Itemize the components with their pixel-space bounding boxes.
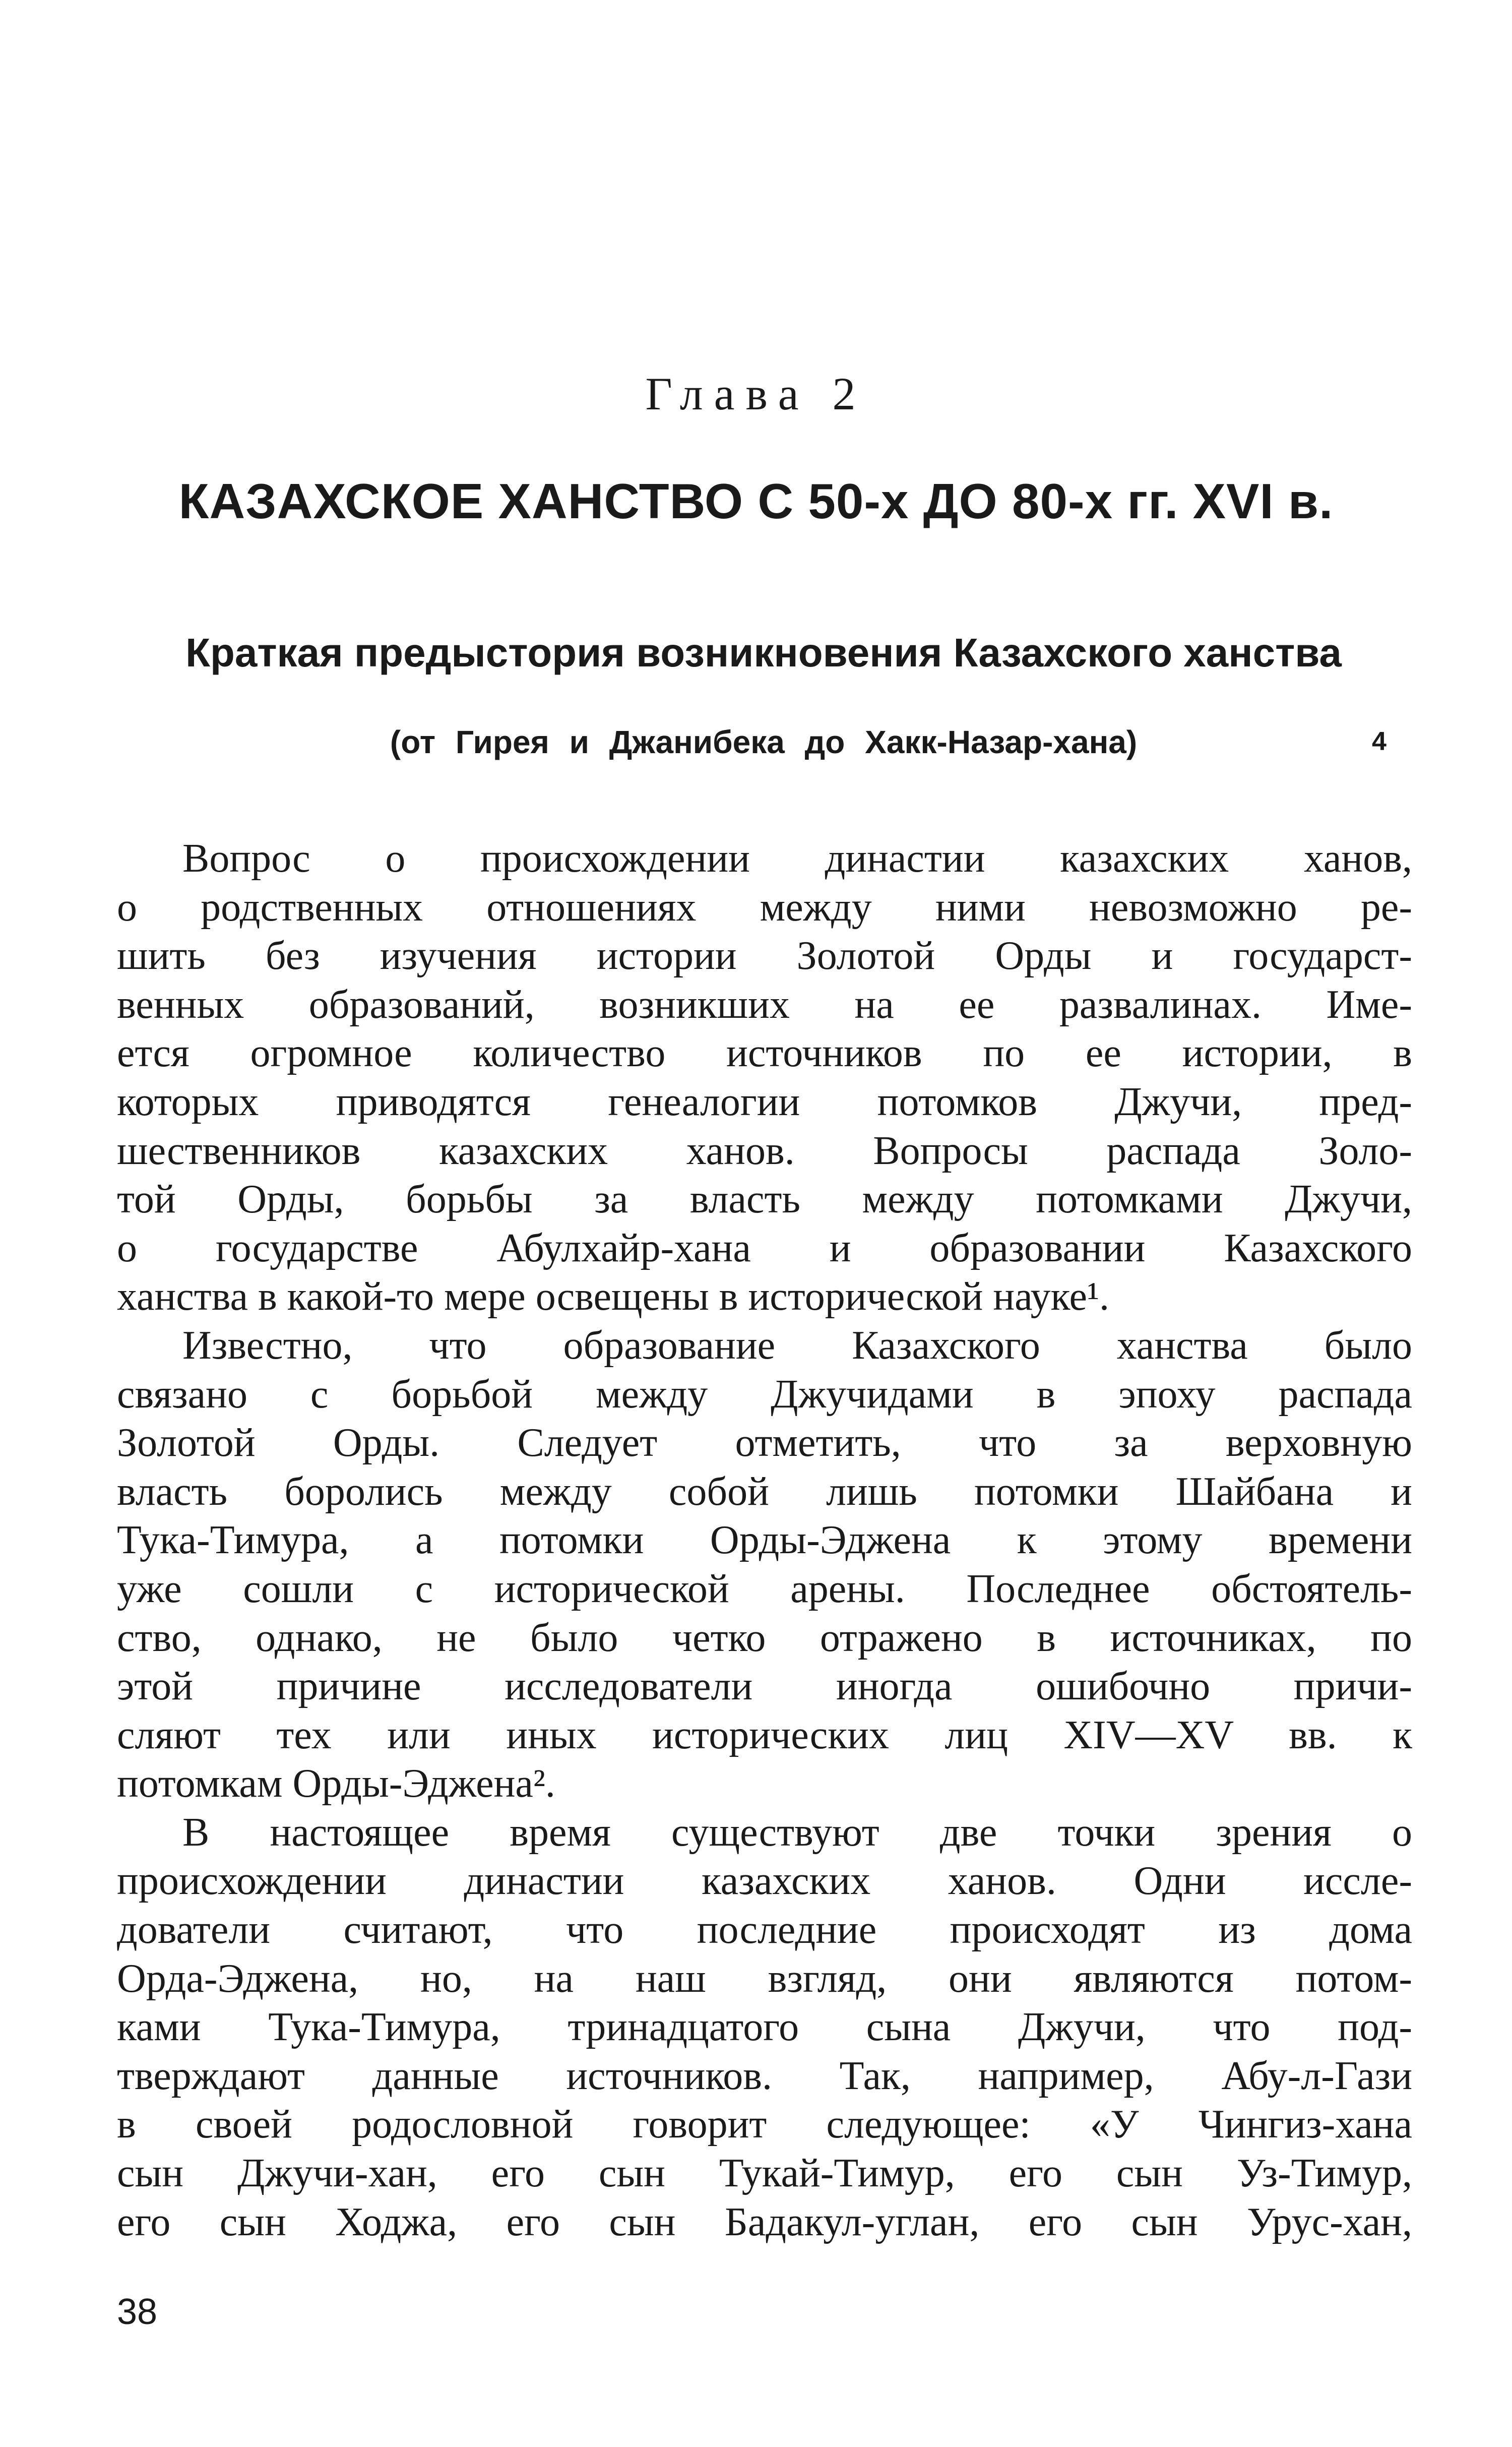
text-line: Тука-Тимура, а потомки Орды-Эджена к этому времени <box>117 1518 1412 1563</box>
text-line: в своей родословной говорит следующее: «У Чингиз-хана <box>117 2102 1412 2147</box>
text-line: ется огромное количество источников по ее истории, в <box>117 1031 1412 1076</box>
text-line: о государстве Абулхайр-хана и образовании Казахского <box>117 1226 1412 1270</box>
text-line: дователи считают, что последние происходят из дома <box>117 1908 1412 1952</box>
text-line: той Орды, борьбы за власть между потомками Джучи, <box>117 1177 1412 1222</box>
text-line: о родственных отношениях между ними невозможно ре- <box>117 885 1412 930</box>
chapter-label: Глава 2 <box>645 368 867 419</box>
text-line: ство, однако, не было четко отражено в источниках, по <box>117 1615 1412 1660</box>
text-line: Вопрос о происхождении династии казахских ханов, <box>182 836 1412 881</box>
text-line: потомкам Орды-Эджена². <box>117 1761 555 1806</box>
text-line: шить без изучения истории Золотой Орды и государст- <box>117 934 1412 978</box>
text-line: Известно, что образование Казахского ханства было <box>182 1323 1412 1368</box>
text-line: ханства в какой-то мере освещены в исторической науке¹. <box>117 1274 1109 1319</box>
text-line: тверждают данные источников. Так, например, Абу-л-Гази <box>117 2053 1412 2098</box>
text-line: связано с борьбой между Джучидами в эпоху распада <box>117 1372 1412 1417</box>
text-line: его сын Ходжа, его сын Бадакул-углан, его сын Урус-хан, <box>117 2199 1412 2244</box>
text-line: венных образований, возникших на ее развалинах. Име- <box>117 982 1412 1027</box>
text-line: сляют тех или иных исторических лиц XIV—XV вв. к <box>117 1712 1412 1757</box>
section-title: Краткая предыстория возникновения Казахского ханства <box>185 630 1342 675</box>
text-line: шественников казахских ханов. Вопросы распада Золо- <box>117 1128 1412 1173</box>
text-line: Золотой Орды. Следует отметить, что за верховную <box>117 1421 1412 1465</box>
text-line: этой причине исследователи иногда ошибочно причи- <box>117 1664 1412 1709</box>
text-line: происхождении династии казахских ханов. Одни иссле- <box>117 1859 1412 1904</box>
text-line: В настоящее время существуют две точки зрения о <box>182 1810 1412 1855</box>
margin-mark: 4 <box>1372 727 1387 756</box>
body-text <box>117 834 1412 2246</box>
text-line: ками Тука-Тимура, тринадцатого сына Джучи, что под- <box>117 2005 1412 2050</box>
text-line: сын Джучи-хан, его сын Тукай-Тимур, его сын Уз-Тимур, <box>117 2151 1412 2196</box>
text-line: Орда-Эджена, но, на наш взгляд, они являются потом- <box>117 1956 1412 2001</box>
text-line: власть боролись между собой лишь потомки Шайбана и <box>117 1469 1412 1514</box>
section-subtitle: (от Гирея и Джанибека до Хакк-Назар-хана) <box>390 724 1138 760</box>
page-number: 38 <box>117 2292 158 2332</box>
chapter-title: КАЗАХСКОЕ ХАНСТВО С 50-х ДО 80-х гг. XVI в. <box>178 473 1334 529</box>
text-line: уже сошли с исторической арены. Последнее обстоятель- <box>117 1566 1412 1611</box>
text-line: которых приводятся генеалогии потомков Джучи, пред- <box>117 1079 1412 1124</box>
